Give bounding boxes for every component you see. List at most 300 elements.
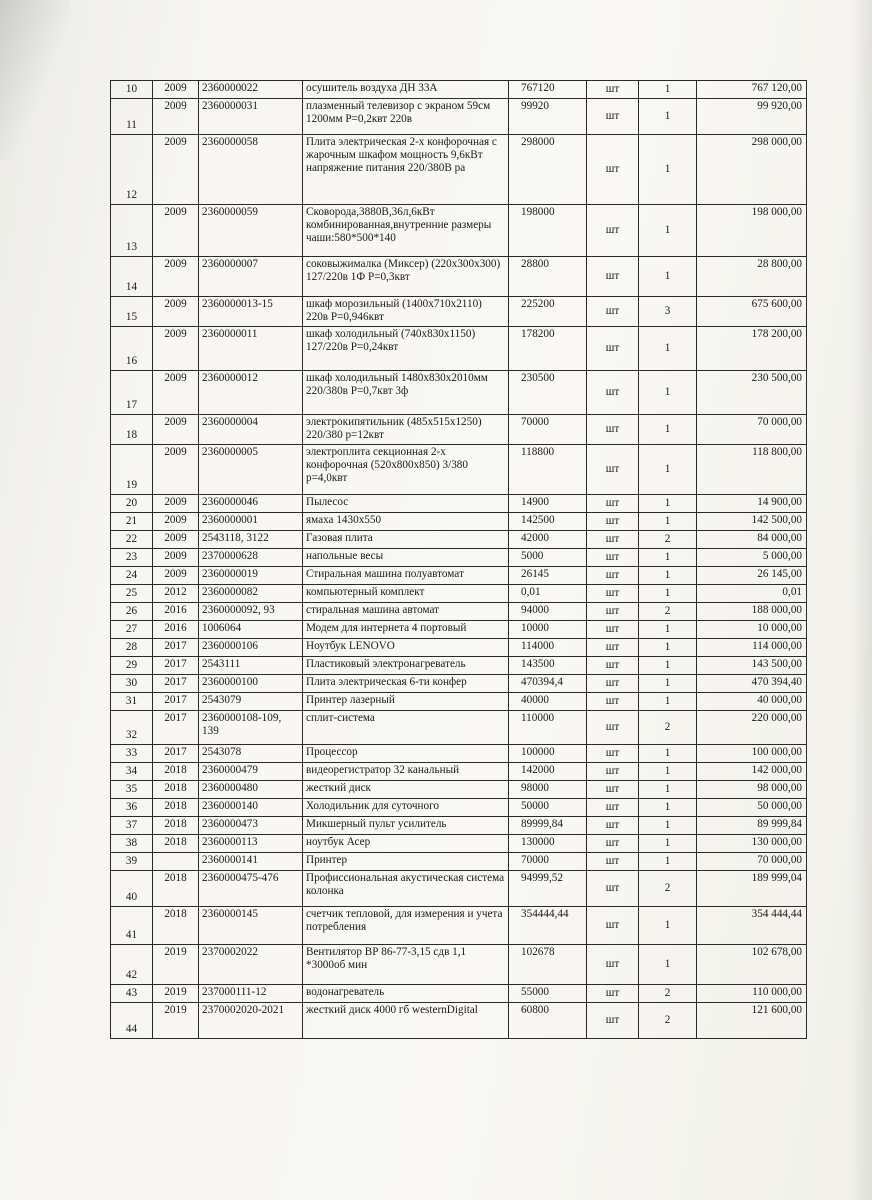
year-cell: 2018 bbox=[153, 799, 199, 817]
quantity-cell: 3 bbox=[639, 297, 697, 327]
unit-price-cell: 298000 bbox=[509, 135, 587, 205]
item-name-cell: ноутбук Асер bbox=[303, 835, 509, 853]
total-sum-cell: 142 500,00 bbox=[697, 513, 807, 531]
table-row bbox=[111, 657, 807, 675]
total-sum-cell: 143 500,00 bbox=[697, 657, 807, 675]
quantity-cell: 1 bbox=[639, 763, 697, 781]
year-cell: 2018 bbox=[153, 907, 199, 945]
total-sum-cell: 70 000,00 bbox=[697, 853, 807, 871]
year-cell bbox=[153, 853, 199, 871]
item-name-cell: Процессор bbox=[303, 745, 509, 763]
total-sum-cell: 220 000,00 bbox=[697, 711, 807, 745]
total-sum-cell: 470 394,40 bbox=[697, 675, 807, 693]
year-cell: 2019 bbox=[153, 1003, 199, 1039]
unit-price-cell: 70000 bbox=[509, 415, 587, 445]
table-row bbox=[111, 985, 807, 1003]
row-number: 17 bbox=[111, 371, 153, 415]
quantity-cell: 1 bbox=[639, 445, 697, 495]
table-row bbox=[111, 1003, 807, 1039]
unit-cell: шт bbox=[587, 781, 639, 799]
year-cell: 2017 bbox=[153, 675, 199, 693]
total-sum-cell: 26 145,00 bbox=[697, 567, 807, 585]
unit-price-cell: 40000 bbox=[509, 693, 587, 711]
quantity-cell: 2 bbox=[639, 531, 697, 549]
year-cell: 2016 bbox=[153, 621, 199, 639]
row-number: 14 bbox=[111, 257, 153, 297]
item-name-cell: Пластиковый электронагреватель bbox=[303, 657, 509, 675]
year-cell: 2017 bbox=[153, 693, 199, 711]
item-name-cell: шкаф холодильный 1480х830х2010мм 220/380в Р=0,7квт 3ф bbox=[303, 371, 509, 415]
year-cell: 2019 bbox=[153, 945, 199, 985]
inventory-code-cell: 2543118, 3122 bbox=[199, 531, 303, 549]
unit-cell: шт bbox=[587, 657, 639, 675]
year-cell: 2018 bbox=[153, 817, 199, 835]
inventory-code-cell: 2360000106 bbox=[199, 639, 303, 657]
item-name-cell: жесткий диск 4000 гб westernDigital bbox=[303, 1003, 509, 1039]
inventory-code-cell: 2360000475-476 bbox=[199, 871, 303, 907]
year-cell: 2009 bbox=[153, 445, 199, 495]
page-fold-shadow bbox=[0, 0, 70, 160]
row-number: 34 bbox=[111, 763, 153, 781]
inventory-code-cell: 2370002020-2021 bbox=[199, 1003, 303, 1039]
row-number: 33 bbox=[111, 745, 153, 763]
table-row bbox=[111, 567, 807, 585]
unit-price-cell: 94000 bbox=[509, 603, 587, 621]
year-cell: 2009 bbox=[153, 495, 199, 513]
unit-price-cell: 198000 bbox=[509, 205, 587, 257]
table-row bbox=[111, 257, 807, 297]
quantity-cell: 1 bbox=[639, 639, 697, 657]
inventory-code-cell: 2360000100 bbox=[199, 675, 303, 693]
inventory-code-cell: 2360000013-15 bbox=[199, 297, 303, 327]
unit-price-cell: 102678 bbox=[509, 945, 587, 985]
inventory-code-cell: 2360000011 bbox=[199, 327, 303, 371]
table-row bbox=[111, 205, 807, 257]
year-cell: 2009 bbox=[153, 297, 199, 327]
year-cell: 2017 bbox=[153, 711, 199, 745]
item-name-cell: осушитель воздуха ДН 33А bbox=[303, 81, 509, 99]
unit-price-cell: 14900 bbox=[509, 495, 587, 513]
unit-price-cell: 470394,4 bbox=[509, 675, 587, 693]
inventory-code-cell: 2360000082 bbox=[199, 585, 303, 603]
inventory-code-cell: 2360000022 bbox=[199, 81, 303, 99]
row-number: 23 bbox=[111, 549, 153, 567]
row-number: 39 bbox=[111, 853, 153, 871]
total-sum-cell: 114 000,00 bbox=[697, 639, 807, 657]
table-row bbox=[111, 445, 807, 495]
total-sum-cell: 198 000,00 bbox=[697, 205, 807, 257]
item-name-cell: напольные весы bbox=[303, 549, 509, 567]
inventory-code-cell: 237000111-12 bbox=[199, 985, 303, 1003]
item-name-cell: Принтер bbox=[303, 853, 509, 871]
item-name-cell: видеорегистратор 32 канальный bbox=[303, 763, 509, 781]
table-row bbox=[111, 945, 807, 985]
inventory-code-cell: 2360000108-109, 139 bbox=[199, 711, 303, 745]
item-name-cell: Пылесос bbox=[303, 495, 509, 513]
unit-price-cell: 99920 bbox=[509, 99, 587, 135]
inventory-table bbox=[110, 80, 807, 1039]
unit-cell: шт bbox=[587, 531, 639, 549]
inventory-code-cell: 2360000058 bbox=[199, 135, 303, 205]
quantity-cell: 1 bbox=[639, 817, 697, 835]
row-number: 35 bbox=[111, 781, 153, 799]
inventory-code-cell: 2360000046 bbox=[199, 495, 303, 513]
year-cell: 2009 bbox=[153, 99, 199, 135]
row-number: 19 bbox=[111, 445, 153, 495]
unit-price-cell: 767120 bbox=[509, 81, 587, 99]
total-sum-cell: 102 678,00 bbox=[697, 945, 807, 985]
table-row bbox=[111, 621, 807, 639]
unit-price-cell: 94999,52 bbox=[509, 871, 587, 907]
unit-cell: шт bbox=[587, 257, 639, 297]
unit-price-cell: 50000 bbox=[509, 799, 587, 817]
unit-cell: шт bbox=[587, 513, 639, 531]
item-name-cell: Холодильник для суточного bbox=[303, 799, 509, 817]
table-row bbox=[111, 781, 807, 799]
total-sum-cell: 98 000,00 bbox=[697, 781, 807, 799]
inventory-code-cell: 2543079 bbox=[199, 693, 303, 711]
total-sum-cell: 99 920,00 bbox=[697, 99, 807, 135]
unit-price-cell: 142000 bbox=[509, 763, 587, 781]
item-name-cell: счетчик тепловой, для измерения и учета потребления bbox=[303, 907, 509, 945]
table-row bbox=[111, 871, 807, 907]
table-row bbox=[111, 745, 807, 763]
year-cell: 2009 bbox=[153, 415, 199, 445]
inventory-code-cell: 1006064 bbox=[199, 621, 303, 639]
quantity-cell: 1 bbox=[639, 495, 697, 513]
inventory-code-cell: 2370000628 bbox=[199, 549, 303, 567]
unit-price-cell: 110000 bbox=[509, 711, 587, 745]
table-row bbox=[111, 835, 807, 853]
year-cell: 2009 bbox=[153, 513, 199, 531]
quantity-cell: 1 bbox=[639, 135, 697, 205]
inventory-code-cell: 2360000473 bbox=[199, 817, 303, 835]
table-row bbox=[111, 763, 807, 781]
total-sum-cell: 0,01 bbox=[697, 585, 807, 603]
row-number: 21 bbox=[111, 513, 153, 531]
unit-price-cell: 0,01 bbox=[509, 585, 587, 603]
item-name-cell: сплит-система bbox=[303, 711, 509, 745]
year-cell: 2016 bbox=[153, 603, 199, 621]
table-row bbox=[111, 603, 807, 621]
item-name-cell: плазменный телевизор с экраном 59см 1200мм Р=0,2квт 220в bbox=[303, 99, 509, 135]
inventory-code-cell: 2360000005 bbox=[199, 445, 303, 495]
unit-cell: шт bbox=[587, 445, 639, 495]
quantity-cell: 2 bbox=[639, 871, 697, 907]
inventory-code-cell: 2360000012 bbox=[199, 371, 303, 415]
row-number: 13 bbox=[111, 205, 153, 257]
row-number: 25 bbox=[111, 585, 153, 603]
year-cell: 2017 bbox=[153, 657, 199, 675]
year-cell: 2009 bbox=[153, 257, 199, 297]
item-name-cell: Сковорода,3880В,36л,6кВт комбинированная,внутренние размеры чаши:580*500*140 bbox=[303, 205, 509, 257]
unit-price-cell: 60800 bbox=[509, 1003, 587, 1039]
quantity-cell: 2 bbox=[639, 603, 697, 621]
quantity-cell: 2 bbox=[639, 1003, 697, 1039]
table-row bbox=[111, 81, 807, 99]
table-row bbox=[111, 907, 807, 945]
row-number: 15 bbox=[111, 297, 153, 327]
row-number: 20 bbox=[111, 495, 153, 513]
row-number: 29 bbox=[111, 657, 153, 675]
quantity-cell: 1 bbox=[639, 621, 697, 639]
item-name-cell: жесткий диск bbox=[303, 781, 509, 799]
unit-price-cell: 354444,44 bbox=[509, 907, 587, 945]
inventory-code-cell: 2543111 bbox=[199, 657, 303, 675]
quantity-cell: 1 bbox=[639, 675, 697, 693]
unit-price-cell: 230500 bbox=[509, 371, 587, 415]
inventory-code-cell: 2360000479 bbox=[199, 763, 303, 781]
total-sum-cell: 142 000,00 bbox=[697, 763, 807, 781]
year-cell: 2009 bbox=[153, 371, 199, 415]
row-number: 18 bbox=[111, 415, 153, 445]
quantity-cell: 1 bbox=[639, 513, 697, 531]
table-row bbox=[111, 495, 807, 513]
year-cell: 2018 bbox=[153, 871, 199, 907]
row-number: 36 bbox=[111, 799, 153, 817]
year-cell: 2009 bbox=[153, 81, 199, 99]
quantity-cell: 1 bbox=[639, 835, 697, 853]
unit-cell: шт bbox=[587, 567, 639, 585]
quantity-cell: 1 bbox=[639, 945, 697, 985]
unit-cell: шт bbox=[587, 799, 639, 817]
inventory-code-cell: 2543078 bbox=[199, 745, 303, 763]
row-number: 10 bbox=[111, 81, 153, 99]
inventory-code-cell: 2360000141 bbox=[199, 853, 303, 871]
total-sum-cell: 354 444,44 bbox=[697, 907, 807, 945]
unit-cell: шт bbox=[587, 745, 639, 763]
table-row bbox=[111, 513, 807, 531]
quantity-cell: 1 bbox=[639, 81, 697, 99]
unit-price-cell: 28800 bbox=[509, 257, 587, 297]
row-number: 16 bbox=[111, 327, 153, 371]
unit-price-cell: 178200 bbox=[509, 327, 587, 371]
total-sum-cell: 189 999,04 bbox=[697, 871, 807, 907]
unit-cell: шт bbox=[587, 549, 639, 567]
item-name-cell: Стиральная машина полуавтомат bbox=[303, 567, 509, 585]
unit-price-cell: 100000 bbox=[509, 745, 587, 763]
quantity-cell: 1 bbox=[639, 567, 697, 585]
item-name-cell: компьютерный комплект bbox=[303, 585, 509, 603]
total-sum-cell: 28 800,00 bbox=[697, 257, 807, 297]
unit-cell: шт bbox=[587, 639, 639, 657]
unit-cell: шт bbox=[587, 763, 639, 781]
quantity-cell: 1 bbox=[639, 907, 697, 945]
inventory-code-cell: 2360000480 bbox=[199, 781, 303, 799]
item-name-cell: Микшерный пульт усилитель bbox=[303, 817, 509, 835]
unit-price-cell: 10000 bbox=[509, 621, 587, 639]
row-number: 40 bbox=[111, 871, 153, 907]
total-sum-cell: 89 999,84 bbox=[697, 817, 807, 835]
unit-cell: шт bbox=[587, 621, 639, 639]
year-cell: 2009 bbox=[153, 205, 199, 257]
unit-price-cell: 118800 bbox=[509, 445, 587, 495]
row-number: 22 bbox=[111, 531, 153, 549]
unit-cell: шт bbox=[587, 297, 639, 327]
quantity-cell: 1 bbox=[639, 549, 697, 567]
table-row bbox=[111, 297, 807, 327]
row-number: 27 bbox=[111, 621, 153, 639]
unit-price-cell: 26145 bbox=[509, 567, 587, 585]
table-row bbox=[111, 817, 807, 835]
table-row bbox=[111, 549, 807, 567]
total-sum-cell: 130 000,00 bbox=[697, 835, 807, 853]
row-number: 28 bbox=[111, 639, 153, 657]
quantity-cell: 1 bbox=[639, 205, 697, 257]
unit-cell: шт bbox=[587, 853, 639, 871]
unit-price-cell: 42000 bbox=[509, 531, 587, 549]
inventory-code-cell: 2360000113 bbox=[199, 835, 303, 853]
unit-cell: шт bbox=[587, 817, 639, 835]
inventory-code-cell: 2360000145 bbox=[199, 907, 303, 945]
year-cell: 2009 bbox=[153, 327, 199, 371]
total-sum-cell: 118 800,00 bbox=[697, 445, 807, 495]
table-row bbox=[111, 853, 807, 871]
inventory-code-cell: 2360000059 bbox=[199, 205, 303, 257]
year-cell: 2009 bbox=[153, 567, 199, 585]
table-row bbox=[111, 639, 807, 657]
unit-price-cell: 225200 bbox=[509, 297, 587, 327]
total-sum-cell: 110 000,00 bbox=[697, 985, 807, 1003]
item-name-cell: Газовая плита bbox=[303, 531, 509, 549]
quantity-cell: 1 bbox=[639, 745, 697, 763]
item-name-cell: стиральная машина автомат bbox=[303, 603, 509, 621]
unit-cell: шт bbox=[587, 711, 639, 745]
unit-cell: шт bbox=[587, 1003, 639, 1039]
item-name-cell: Модем для интернета 4 портовый bbox=[303, 621, 509, 639]
row-number: 42 bbox=[111, 945, 153, 985]
unit-cell: шт bbox=[587, 327, 639, 371]
row-number: 32 bbox=[111, 711, 153, 745]
quantity-cell: 1 bbox=[639, 327, 697, 371]
item-name-cell: соковыжималка (Миксер) (220х300х300) 127/220в 1Ф Р=0,3квт bbox=[303, 257, 509, 297]
total-sum-cell: 14 900,00 bbox=[697, 495, 807, 513]
total-sum-cell: 298 000,00 bbox=[697, 135, 807, 205]
item-name-cell: Плита электрическая 6-ти конфер bbox=[303, 675, 509, 693]
total-sum-cell: 5 000,00 bbox=[697, 549, 807, 567]
table-row bbox=[111, 799, 807, 817]
quantity-cell: 1 bbox=[639, 693, 697, 711]
quantity-cell: 1 bbox=[639, 657, 697, 675]
quantity-cell: 1 bbox=[639, 371, 697, 415]
total-sum-cell: 121 600,00 bbox=[697, 1003, 807, 1039]
year-cell: 2012 bbox=[153, 585, 199, 603]
row-number: 26 bbox=[111, 603, 153, 621]
year-cell: 2017 bbox=[153, 745, 199, 763]
year-cell: 2009 bbox=[153, 531, 199, 549]
quantity-cell: 2 bbox=[639, 711, 697, 745]
total-sum-cell: 50 000,00 bbox=[697, 799, 807, 817]
total-sum-cell: 188 000,00 bbox=[697, 603, 807, 621]
unit-cell: шт bbox=[587, 907, 639, 945]
quantity-cell: 1 bbox=[639, 799, 697, 817]
row-number: 24 bbox=[111, 567, 153, 585]
row-number: 11 bbox=[111, 99, 153, 135]
row-number: 30 bbox=[111, 675, 153, 693]
table-row bbox=[111, 327, 807, 371]
table-row bbox=[111, 585, 807, 603]
unit-cell: шт bbox=[587, 585, 639, 603]
unit-price-cell: 130000 bbox=[509, 835, 587, 853]
unit-cell: шт bbox=[587, 99, 639, 135]
unit-cell: шт bbox=[587, 495, 639, 513]
unit-price-cell: 143500 bbox=[509, 657, 587, 675]
year-cell: 2009 bbox=[153, 135, 199, 205]
year-cell: 2018 bbox=[153, 835, 199, 853]
unit-cell: шт bbox=[587, 135, 639, 205]
row-number: 44 bbox=[111, 1003, 153, 1039]
unit-cell: шт bbox=[587, 945, 639, 985]
quantity-cell: 1 bbox=[639, 257, 697, 297]
inventory-code-cell: 2360000140 bbox=[199, 799, 303, 817]
total-sum-cell: 178 200,00 bbox=[697, 327, 807, 371]
row-number: 38 bbox=[111, 835, 153, 853]
inventory-code-cell: 2370002022 bbox=[199, 945, 303, 985]
item-name-cell: Плита электрическая 2-х конфорочная с жарочным шкафом мощность 9,6кВт напряжение питания 220/380В ра bbox=[303, 135, 509, 205]
total-sum-cell: 40 000,00 bbox=[697, 693, 807, 711]
item-name-cell: Ноутбук LENOVO bbox=[303, 639, 509, 657]
unit-cell: шт bbox=[587, 675, 639, 693]
year-cell: 2019 bbox=[153, 985, 199, 1003]
item-name-cell: шкаф морозильный (1400х710х2110) 220в Р=0,946квт bbox=[303, 297, 509, 327]
year-cell: 2017 bbox=[153, 639, 199, 657]
unit-cell: шт bbox=[587, 81, 639, 99]
total-sum-cell: 70 000,00 bbox=[697, 415, 807, 445]
inventory-code-cell: 2360000092, 93 bbox=[199, 603, 303, 621]
inventory-table-body bbox=[111, 81, 807, 1039]
unit-price-cell: 70000 bbox=[509, 853, 587, 871]
row-number: 37 bbox=[111, 817, 153, 835]
unit-price-cell: 5000 bbox=[509, 549, 587, 567]
item-name-cell: ямаха 1430х550 bbox=[303, 513, 509, 531]
table-row bbox=[111, 693, 807, 711]
item-name-cell: электроплита секционная 2-х конфорочная (520х800х850) 3/380 р=4,0квт bbox=[303, 445, 509, 495]
inventory-code-cell: 2360000031 bbox=[199, 99, 303, 135]
total-sum-cell: 767 120,00 bbox=[697, 81, 807, 99]
total-sum-cell: 10 000,00 bbox=[697, 621, 807, 639]
item-name-cell: Вентилятор ВР 86-77-3,15 сдв 1,1 *3000об мин bbox=[303, 945, 509, 985]
quantity-cell: 1 bbox=[639, 585, 697, 603]
item-name-cell: Профиссиональная акустическая система колонка bbox=[303, 871, 509, 907]
total-sum-cell: 675 600,00 bbox=[697, 297, 807, 327]
row-number: 31 bbox=[111, 693, 153, 711]
year-cell: 2018 bbox=[153, 781, 199, 799]
inventory-code-cell: 2360000004 bbox=[199, 415, 303, 445]
unit-price-cell: 142500 bbox=[509, 513, 587, 531]
item-name-cell: водонагреватель bbox=[303, 985, 509, 1003]
table-row bbox=[111, 415, 807, 445]
quantity-cell: 2 bbox=[639, 985, 697, 1003]
table-row bbox=[111, 675, 807, 693]
unit-cell: шт bbox=[587, 603, 639, 621]
unit-cell: шт bbox=[587, 415, 639, 445]
row-number: 12 bbox=[111, 135, 153, 205]
total-sum-cell: 230 500,00 bbox=[697, 371, 807, 415]
item-name-cell: электрокипятильник (485х515х1250) 220/380 р=12квт bbox=[303, 415, 509, 445]
unit-cell: шт bbox=[587, 371, 639, 415]
unit-cell: шт bbox=[587, 205, 639, 257]
unit-price-cell: 55000 bbox=[509, 985, 587, 1003]
unit-cell: шт bbox=[587, 835, 639, 853]
inventory-code-cell: 2360000001 bbox=[199, 513, 303, 531]
table-row bbox=[111, 531, 807, 549]
item-name-cell: Принтер лазерный bbox=[303, 693, 509, 711]
year-cell: 2009 bbox=[153, 549, 199, 567]
inventory-code-cell: 2360000019 bbox=[199, 567, 303, 585]
row-number: 43 bbox=[111, 985, 153, 1003]
quantity-cell: 1 bbox=[639, 781, 697, 799]
inventory-code-cell: 2360000007 bbox=[199, 257, 303, 297]
